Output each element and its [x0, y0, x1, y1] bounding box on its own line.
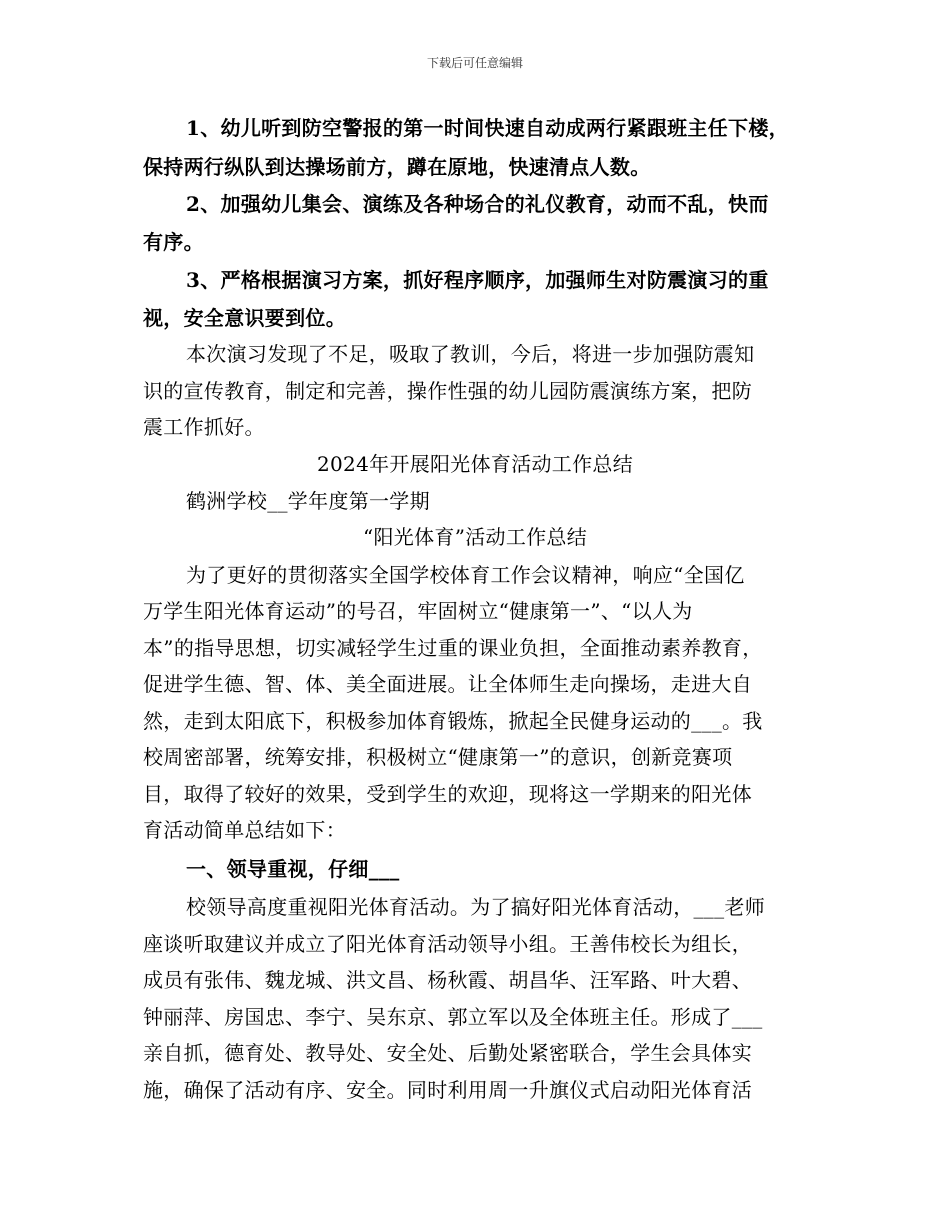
intro-line: 然，走到太阳底下，积极参加体育锻炼，掀起全民健身运动的___。我 [143, 709, 763, 733]
conclusion-line-2: 识的宣传教育，制定和完善，操作性强的幼儿园防震演练方案，把防 [143, 379, 752, 403]
school-term-line: 鹤洲学校__学年度第一学期 [186, 489, 430, 513]
body-line: 亲自抓，德育处、教导处、安全处、后勤处紧密联合，学生会具体实 [143, 1041, 752, 1065]
body-line: 成员有张伟、魏龙城、洪文昌、杨秋霞、胡昌华、汪军路、叶大碧、 [143, 968, 752, 992]
section-heading-leadership: 一、领导重视，仔细___ [186, 857, 400, 881]
header-note: 下载后可任意编辑 [426, 56, 523, 70]
drill-point-1-line-1: 1、幼儿听到防空警报的第一时间快速自动成两行紧跟班主任下楼， [186, 116, 789, 140]
body-line: 钟丽萍、房国忠、李宁、吴东京、郭立军以及全体班主任。形成了___ [143, 1005, 763, 1029]
body-line: 座谈听取建议并成立了阳光体育活动领导小组。王善伟校长为组长， [143, 932, 752, 956]
intro-line: 育活动简单总结如下： [143, 818, 346, 842]
drill-point-2-line-2: 有序。 [143, 230, 204, 254]
drill-point-1-line-2: 保持两行纵队到达操场前方，蹲在原地，快速清点人数。 [143, 155, 651, 179]
conclusion-line-3: 震工作抓好。 [143, 415, 265, 439]
intro-line: 校周密部署，统筹安排，积极树立“健康第一”的意识，创新竞赛项 [143, 745, 733, 769]
article-subtitle: “阳光体育”活动工作总结 [362, 525, 588, 549]
intro-line: 万学生阳光体育运动”的号召，牢固树立“健康第一”、“以人为 [143, 599, 693, 623]
intro-line: 为了更好的贯彻落实全国学校体育工作会议精神，响应“全国亿 [186, 563, 745, 587]
intro-line: 目，取得了较好的效果，受到学生的欢迎，现将这一学期来的阳光体 [143, 782, 752, 806]
article-title: 2024年开展阳光体育活动工作总结 [317, 452, 633, 476]
drill-point-3-line-2: 视，安全意识要到位。 [143, 306, 346, 330]
body-line: 校领导高度重视阳光体育活动。为了搞好阳光体育活动，___老师 [186, 895, 765, 919]
conclusion-line-1: 本次演习发现了不足，吸取了教训，今后，将进一步加强防震知 [186, 342, 755, 366]
intro-line: 本”的指导思想，切实减轻学生过重的课业负担，全面推动素养教育， [143, 636, 763, 660]
intro-line: 促进学生德、智、体、美全面进展。让全体师生走向操场，走进大自 [143, 672, 752, 696]
body-line: 施，确保了活动有序、安全。同时利用周一升旗仪式启动阳光体育活 [143, 1078, 752, 1102]
drill-point-3-line-1: 3、严格根据演习方案，抓好程序顺序，加强师生对防震演习的重 [186, 268, 769, 292]
drill-point-2-line-1: 2、加强幼儿集会、演练及各种场合的礼仪教育，动而不乱，快而 [186, 192, 769, 216]
